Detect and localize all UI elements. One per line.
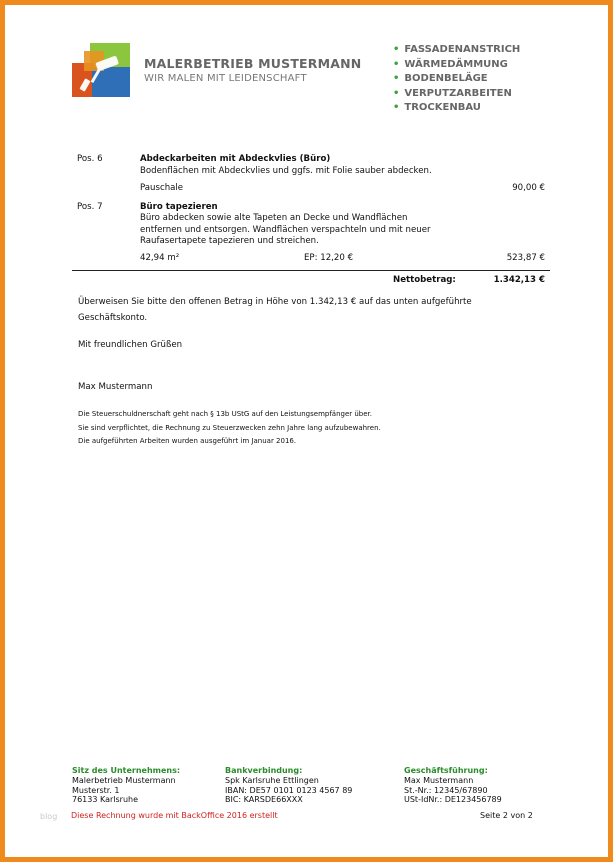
page-number: Seite 2 von 2 <box>480 811 533 820</box>
position-title: Abdeckarbeiten mit Abdeckvlies (Büro) <box>140 154 331 164</box>
bullet-icon: • <box>393 44 400 55</box>
tax-note: Sie sind verpflichtet, die Rechnung zu Steuerzwecken zehn Jahre lang aufzubewahren. <box>78 424 381 432</box>
footer-line: St.-Nr.: 12345/67890 <box>404 785 488 795</box>
service-item: • TROCKENBAU <box>393 102 481 113</box>
position-description: entfernen und entsorgen. Wandflächen verspachteln und mit neuer <box>140 225 431 235</box>
position-total: 90,00 € <box>512 183 545 193</box>
position-title: Büro tapezieren <box>140 202 218 212</box>
totals-divider <box>72 270 550 271</box>
position-description: Büro abdecken sowie alte Tapeten an Decke und Wandflächen <box>140 213 408 223</box>
footer-line: IBAN: DE57 0101 0123 4567 89 <box>225 785 353 795</box>
bullet-icon: • <box>393 87 400 99</box>
services-list <box>393 43 520 116</box>
watermark: blog <box>40 812 58 821</box>
position-unit-price: EP: 12,20 € <box>304 253 354 263</box>
payment-text: Geschäftskonto. <box>78 313 148 323</box>
footer-line: USt-IdNr.: DE123456789 <box>404 795 502 805</box>
company-name: MALERBETRIEB MUSTERMANN <box>144 56 362 71</box>
footer-seat <box>72 766 180 805</box>
service-item: • FASSADENANSTRICH <box>393 44 521 55</box>
service-item: • VERPUTZARBEITEN <box>393 87 512 99</box>
created-by-note: Diese Rechnung wurde mit BackOffice 2016 erstellt <box>71 811 278 820</box>
tax-note: Die Steuerschuldnerschaft geht nach § 13b UStG auf den Leistungsempfänger über. <box>78 410 373 418</box>
service-item: • BODENBELÄGE <box>393 73 488 84</box>
position-description: Raufasertapete tapezieren und streichen. <box>140 236 319 246</box>
paint-roller-logo <box>72 43 130 97</box>
footer-heading: Sitz des Unternehmens: <box>72 766 181 775</box>
position-quantity: Pauschale <box>140 183 184 193</box>
footer-line: Malerbetrieb Mustermann <box>72 775 176 785</box>
footer-heading: Bankverbindung: <box>225 766 303 775</box>
bullet-icon: • <box>393 58 400 70</box>
service-item: • WÄRMEDÄMMUNG <box>393 58 508 70</box>
position-quantity: 42,94 m² <box>140 253 180 263</box>
greeting: Mit freundlichen Grüßen <box>78 340 183 350</box>
company-slogan: WIR MALEN MIT LEIDENSCHAFT <box>144 73 307 84</box>
footer-heading: Geschäftsführung: <box>404 766 488 775</box>
tax-note: Die aufgeführten Arbeiten wurden ausgeführt im Januar 2016. <box>78 437 297 445</box>
footer-bank <box>225 766 352 805</box>
signature-name: Max Mustermann <box>78 382 153 392</box>
footer-line: Max Mustermann <box>404 775 474 785</box>
footer-line: BIC: KARSDE66XXX <box>225 795 303 805</box>
net-amount-label: Nettobetrag: <box>393 275 456 285</box>
footer-line: Musterstr. 1 <box>72 785 120 795</box>
bullet-icon: • <box>393 73 400 84</box>
bullet-icon: • <box>393 102 400 113</box>
position-total: 523,87 € <box>506 253 545 263</box>
footer-management <box>404 766 502 805</box>
net-amount-value: 1.342,13 € <box>493 275 545 285</box>
footer-line: 76133 Karlsruhe <box>72 795 139 805</box>
footer-line: Spk Karlsruhe Ettlingen <box>225 775 319 785</box>
position-description: Bodenflächen mit Abdeckvlies und ggfs. mit Folie sauber abdecken. <box>140 166 432 176</box>
position-number: Pos. 6 <box>77 154 103 164</box>
position-number: Pos. 7 <box>77 202 103 212</box>
payment-text: Überweisen Sie bitte den offenen Betrag in Höhe von 1.342,13 € auf das unten aufgeführte <box>78 297 472 307</box>
